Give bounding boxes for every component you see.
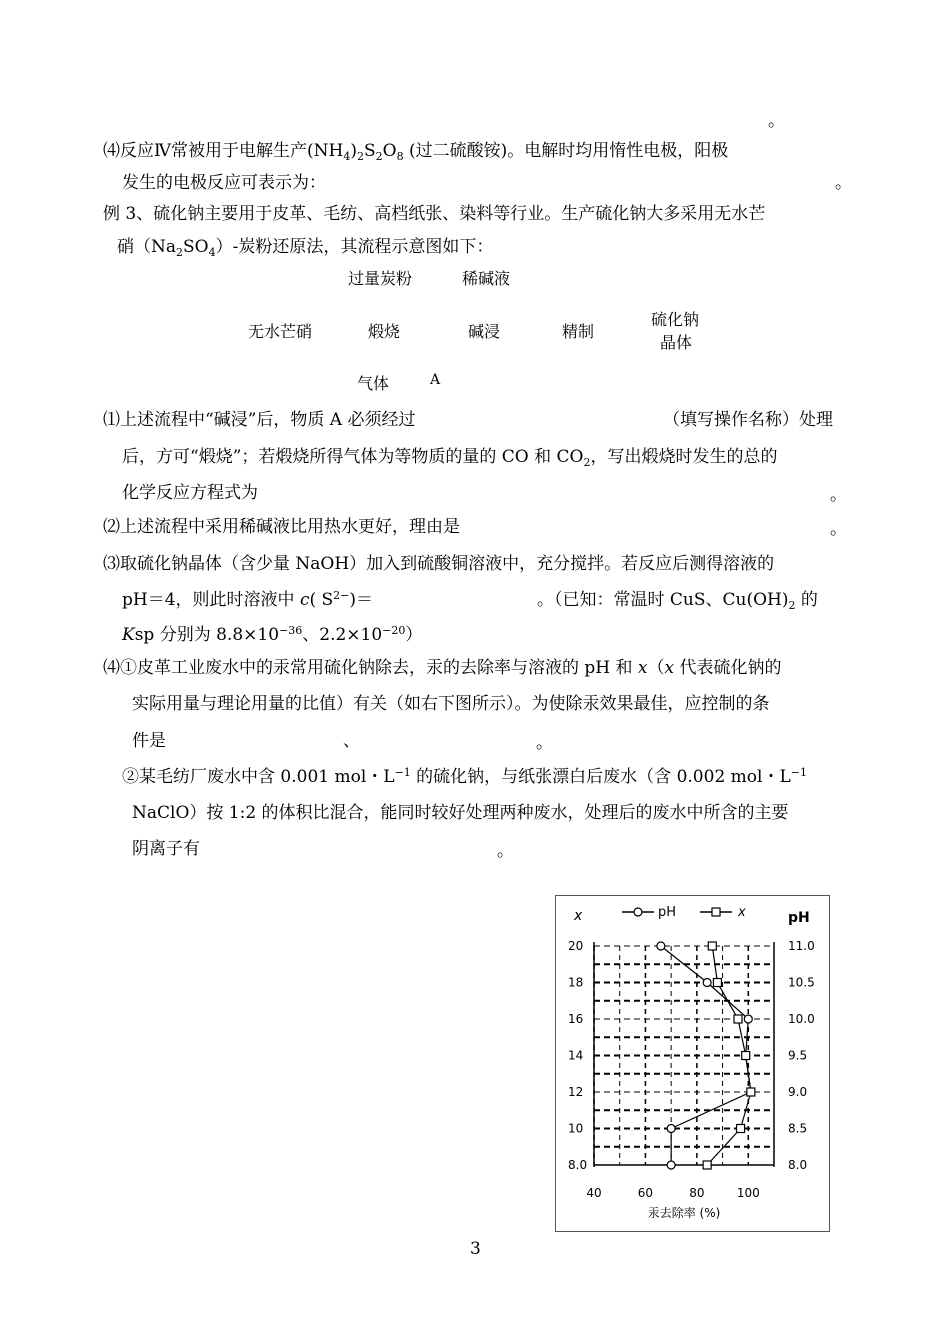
x-tick-label: 60 bbox=[637, 1186, 654, 1200]
q1-line1-b: （填写操作名称）处理 bbox=[663, 410, 833, 430]
data-point-x bbox=[713, 979, 721, 987]
q4-line3-a: 件是 bbox=[132, 731, 166, 751]
data-point-ph bbox=[667, 1161, 675, 1169]
legend-marker-x bbox=[712, 908, 720, 916]
q4-part-line1: ⑷反应Ⅳ常被用于电解生产$(NH_4)_2S_2O_8$ (过二硫酸铵)。电解时均用惰性电极，阳极 bbox=[103, 141, 729, 163]
flow-step-product-line2: 晶体 bbox=[660, 333, 693, 352]
q3-line2-a: pH＝4，则此时溶液中 c( $S^{2-})=$ bbox=[122, 589, 374, 610]
q1-line3: 化学反应方程式为 bbox=[122, 483, 258, 503]
flow-step-leach: 碱浸 bbox=[468, 322, 501, 341]
flow-input-carbon: 过量炭粉 bbox=[348, 269, 413, 288]
x-tick-label: 40 bbox=[586, 1186, 602, 1200]
legend-marker-ph bbox=[634, 908, 642, 916]
left-axis-label: x bbox=[574, 908, 583, 924]
flow-step-product-line1: 硫化钠 bbox=[651, 310, 700, 329]
left-tick-label: 14 bbox=[568, 1048, 584, 1063]
flow-step-refine: 精制 bbox=[562, 322, 595, 341]
q3-line3: Ksp 分别为 $8.8\times 10^{-36}$、$2.2\times 10^{-20}$） bbox=[122, 624, 423, 645]
answer-end-mark: 。 bbox=[768, 111, 785, 131]
left-tick-label: 16 bbox=[568, 1012, 584, 1026]
right-tick-label: 9.5 bbox=[788, 1048, 808, 1063]
q4-part2-end: 。 bbox=[497, 841, 514, 861]
right-tick-label: 8.0 bbox=[788, 1158, 808, 1172]
data-point-x bbox=[742, 1052, 750, 1060]
q4-line3-c: 。 bbox=[536, 733, 553, 753]
q4-part2-line2: NaClO）按 1:2 的体积比混合，能同时较好处理两种废水，处理后的废水中所含的主要 bbox=[132, 803, 789, 823]
q1-line2: 后，方可“煅烧”；若煅烧所得气体为等物质的量的 CO 和 $CO_2$，写出煅烧时发生的总的 bbox=[122, 447, 778, 469]
example3-line1: 例 3、硫化钠主要用于皮革、毛纺、高档纸张、染料等行业。生产硫化钠大多采用无水芒 bbox=[103, 204, 766, 224]
q4-part-line2-end: 。 bbox=[835, 173, 852, 193]
data-point-x bbox=[734, 1015, 742, 1023]
q4-line1: ⑷①皮革工业废水中的汞常用硫化钠除去，汞的去除率与溶液的 pH 和 x（x 代表硫化钠的 bbox=[103, 658, 782, 678]
x-axis-label: 汞去除率 (%) bbox=[647, 1206, 721, 1220]
right-tick-label: 10.5 bbox=[788, 975, 815, 990]
q4-part-line2: 发生的电极反应可表示为： bbox=[122, 173, 326, 193]
q2-line: ⑵上述流程中采用稀碱液比用热水更好，理由是 bbox=[103, 517, 460, 537]
right-tick-label: 10.0 bbox=[788, 1012, 815, 1026]
example3-line2: 硝$(Na_2SO_4)-$炭粉还原法，其流程示意图如下： bbox=[117, 237, 494, 259]
flow-input-alkali: 稀碱液 bbox=[462, 269, 511, 288]
q4-part2-line1: ②某毛纺厂废水中含 0.001 mol・$L^{-1}$ 的硫化钠，与纸张漂白后废水（含 0.002 mol・$L^{-1}$ bbox=[122, 766, 807, 787]
right-tick-label: 8.5 bbox=[788, 1121, 808, 1136]
data-point-ph bbox=[744, 1015, 752, 1023]
data-point-x bbox=[703, 1161, 711, 1169]
flow-step-mirabilite: 无水芒硝 bbox=[248, 322, 313, 341]
right-tick-label: 9.0 bbox=[788, 1085, 808, 1099]
q3-line2-b: 。（已知：常温时 CuS、$Cu(OH)_2$ 的 bbox=[537, 590, 818, 612]
right-tick-label: 11.0 bbox=[788, 939, 815, 953]
q1-line3-end: 。 bbox=[830, 485, 847, 505]
x-tick-label: 80 bbox=[689, 1186, 705, 1200]
flow-output-gas: 气体 bbox=[357, 374, 390, 393]
mercury-removal-chart bbox=[555, 895, 830, 1232]
data-point-x bbox=[737, 1125, 745, 1133]
page-number: 3 bbox=[470, 1239, 481, 1259]
chart-svg bbox=[556, 896, 829, 1231]
data-point-ph bbox=[657, 942, 665, 950]
q4-line3-b: 、 bbox=[343, 731, 360, 751]
q2-end: 。 bbox=[830, 519, 847, 539]
data-point-x bbox=[708, 942, 716, 950]
x-tick-label: 100 bbox=[736, 1186, 760, 1200]
q3-line1: ⑶取硫化钠晶体（含少量 NaOH）加入到硫酸铜溶液中，充分搅拌。若反应后测得溶液的 bbox=[103, 554, 775, 574]
right-axis-label: pH bbox=[788, 910, 810, 926]
q4-part2-line3: 阴离子有 bbox=[132, 839, 200, 859]
left-tick-label: 18 bbox=[568, 975, 584, 990]
left-tick-label: 20 bbox=[568, 939, 584, 953]
flow-step-calcine: 煅烧 bbox=[368, 322, 401, 341]
q1-line1-a: ⑴上述流程中“碱浸”后，物质 A 必须经过 bbox=[103, 410, 416, 430]
data-point-ph bbox=[667, 1125, 675, 1133]
legend-label-ph: pH bbox=[658, 905, 677, 920]
data-point-x bbox=[747, 1088, 755, 1096]
legend-label-x: x bbox=[738, 905, 746, 920]
flow-output-a: A bbox=[430, 372, 441, 388]
left-tick-label: 12 bbox=[568, 1085, 584, 1099]
left-tick-label: 10 bbox=[568, 1121, 584, 1136]
left-tick-label: 8.0 bbox=[568, 1158, 588, 1172]
data-point-ph bbox=[703, 979, 711, 987]
q4-line2: 实际用量与理论用量的比值）有关（如右下图所示）。为使除汞效果最佳，应控制的条 bbox=[132, 694, 770, 714]
